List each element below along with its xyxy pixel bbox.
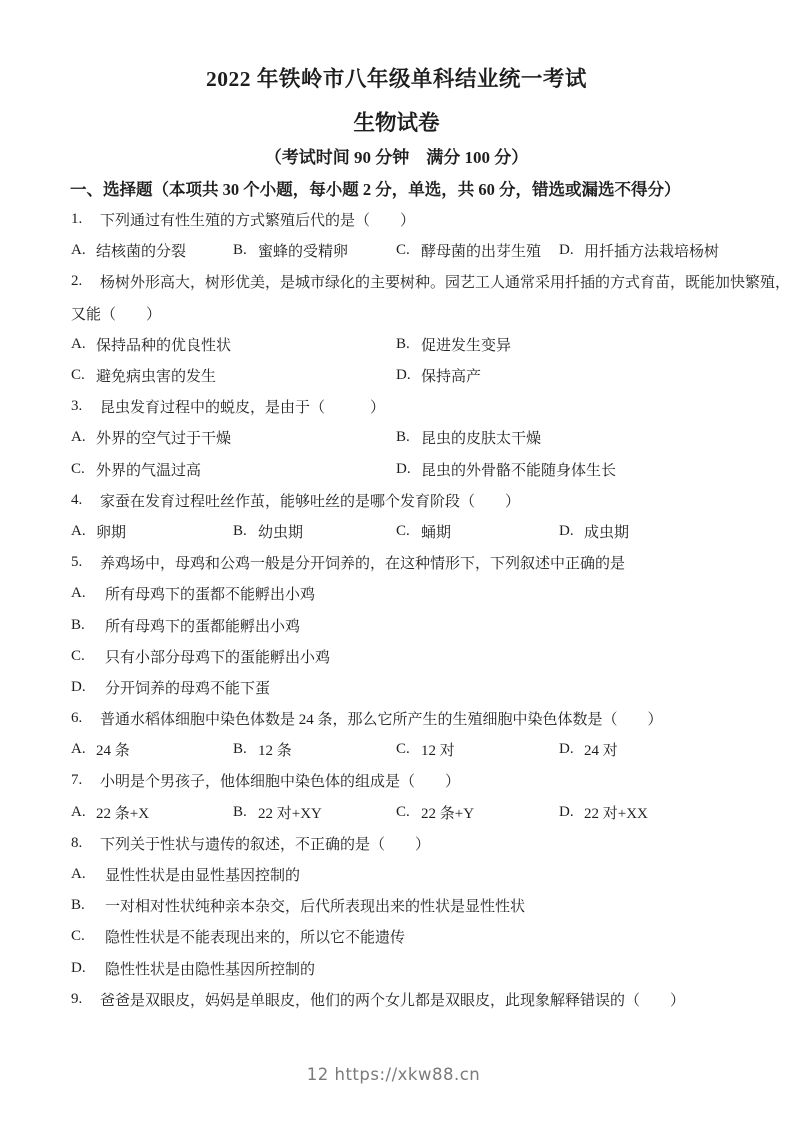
- question-line: [71, 266, 791, 297]
- question-text: 普通水稻体细胞中染色体数是 24 条，那么它所产生的生殖细胞中染色体数是（ ）: [100, 712, 663, 729]
- option-text: 所有母鸡下的蛋都能孵出小鸡: [105, 618, 301, 635]
- option-text: 结核菌的分裂: [96, 244, 187, 261]
- option-row: [71, 672, 733, 703]
- option-label: C.: [71, 928, 85, 945]
- option-row: [71, 422, 733, 453]
- question-line: [71, 703, 733, 734]
- option-label: D.: [396, 367, 411, 384]
- question-text: 下列通过有性生殖的方式繁殖后代的是（ ）: [100, 213, 416, 230]
- option: [559, 521, 733, 542]
- option: [396, 240, 559, 261]
- question-number: 4.: [71, 491, 83, 508]
- option-text: 昆虫的皮肤太干燥: [421, 431, 542, 448]
- option-label: A.: [71, 242, 86, 259]
- option-row: [71, 890, 733, 921]
- question-text: 家蚕在发育过程吐丝作茧，能够吐丝的是哪个发育阶段（ ）: [100, 493, 521, 510]
- question-number: 2.: [71, 273, 83, 290]
- option-text: 外界的气温过高: [96, 462, 202, 479]
- option-text: 隐性性状是不能表现出来的，所以它不能遗传: [105, 930, 406, 947]
- option-label: D.: [559, 242, 574, 259]
- option-text: 保持高产: [421, 369, 482, 386]
- question-6: [71, 703, 733, 765]
- question-number: 6.: [71, 710, 83, 727]
- option-label: A.: [71, 335, 86, 352]
- question-number: 1.: [71, 211, 83, 228]
- option-row: [71, 797, 733, 828]
- option: [396, 365, 733, 386]
- page-footer-text: 12 https://xkw88.cn: [306, 1065, 481, 1084]
- option-label: A.: [71, 741, 86, 758]
- option-label: B.: [71, 897, 85, 914]
- option-label: D.: [559, 741, 574, 758]
- option: [396, 334, 733, 355]
- option-label: A.: [71, 803, 86, 820]
- option-text: 24 条: [96, 743, 130, 760]
- question-7: [71, 765, 733, 827]
- option-label: C.: [71, 367, 85, 384]
- option-text: 酵母菌的出芽生殖: [421, 244, 542, 261]
- option-row: [71, 516, 733, 547]
- option: [396, 427, 733, 448]
- option-label: D.: [559, 522, 574, 539]
- option-row: [71, 734, 733, 765]
- option-label: C.: [396, 522, 410, 539]
- option-row: [71, 641, 733, 672]
- option-text: 保持品种的优良性状: [96, 337, 232, 354]
- option: [71, 895, 525, 916]
- option-text: 昆虫的外骨骼不能随身体生长: [421, 462, 617, 479]
- question-9: [71, 984, 733, 1015]
- option: [71, 615, 300, 636]
- questions-area: [71, 204, 791, 1015]
- option-label: A.: [71, 866, 86, 883]
- option: [396, 802, 559, 823]
- question-text: 下列关于性状与遗传的叙述，不正确的是（ ）: [100, 836, 431, 853]
- option: [71, 677, 270, 698]
- option-text: 所有母鸡下的蛋都不能孵出小鸡: [105, 587, 316, 604]
- option-label: A.: [71, 429, 86, 446]
- option-text: 用扦插方法栽培杨树: [584, 244, 720, 261]
- option-text: 12 对: [421, 743, 455, 760]
- exam-subject-title: 生物试卷: [353, 111, 440, 135]
- option-label: C.: [396, 741, 410, 758]
- option-text: 显性性状是由显性基因控制的: [105, 868, 301, 885]
- question-number: 8.: [71, 834, 83, 851]
- option: [71, 459, 396, 480]
- question-1: [71, 204, 733, 266]
- option-text: 22 对+XY: [258, 805, 322, 822]
- option-text: 12 条: [258, 743, 292, 760]
- question-5: [71, 547, 733, 703]
- question-line: [71, 485, 733, 516]
- option-label: D.: [71, 678, 86, 695]
- question-line: [71, 204, 733, 235]
- option-text: 避免病虫害的发生: [96, 369, 217, 386]
- option-row: [71, 921, 733, 952]
- option-text: 蜜蜂的受精卵: [258, 244, 349, 261]
- question-line: [71, 765, 733, 796]
- option-label: C.: [396, 803, 410, 820]
- option-text: 分开饲养的母鸡不能下蛋: [105, 680, 271, 697]
- option-text: 外界的空气过于干燥: [96, 431, 232, 448]
- option-row: [71, 454, 733, 485]
- question-line: [71, 547, 733, 578]
- exam-meta-info: （考试时间 90 分钟 满分 100 分）: [264, 148, 529, 167]
- option-label: B.: [71, 616, 85, 633]
- question-text: 养鸡场中，母鸡和公鸡一般是分开饲养的，在这种情形下，下列叙述中正确的是: [100, 556, 626, 573]
- option: [396, 739, 559, 760]
- option: [71, 521, 233, 542]
- question-number: 3.: [71, 398, 83, 415]
- option: [233, 521, 396, 542]
- option-label: D.: [396, 460, 411, 477]
- option: [71, 802, 233, 823]
- section-heading: 一、选择题（本项共 30 个小题，每小题 2 分，单选，共 60 分，错选或漏选不得分）: [70, 180, 681, 199]
- question-line: [71, 298, 733, 329]
- question-text: 昆虫发育过程中的蜕皮，是由于（ ）: [100, 400, 386, 417]
- option-label: B.: [233, 522, 247, 539]
- option: [71, 646, 330, 667]
- option-text: 促进发生变异: [421, 337, 512, 354]
- exam-title: 2022 年铁岭市八年级单科结业统一考试: [206, 67, 587, 91]
- option: [233, 240, 396, 261]
- option: [71, 739, 233, 760]
- option-row: [71, 578, 733, 609]
- question-text: 又能（ ）: [71, 306, 162, 323]
- option-label: A.: [71, 522, 86, 539]
- option: [71, 583, 315, 604]
- question-number: 9.: [71, 990, 83, 1007]
- option: [71, 958, 315, 979]
- option-row: [71, 360, 733, 391]
- question-3: [71, 391, 733, 485]
- question-text: 杨树外形高大，树形优美，是城市绿化的主要树种。园艺工人通常采用扦插的方式育苗，既能加快繁殖，: [100, 275, 791, 292]
- option-label: B.: [396, 429, 410, 446]
- question-text: 爸爸是双眼皮，妈妈是单眼皮，他们的两个女儿都是双眼皮，此现象解释错误的（ ）: [100, 992, 686, 1009]
- option-row: [71, 329, 733, 360]
- question-line: [71, 391, 733, 422]
- option-label: C.: [71, 460, 85, 477]
- option-text: 幼虫期: [258, 524, 304, 541]
- option-label: C.: [71, 647, 85, 664]
- option-label: C.: [396, 242, 410, 259]
- option-label: B.: [396, 335, 410, 352]
- option: [233, 739, 396, 760]
- option: [71, 864, 300, 885]
- option-text: 22 条+Y: [421, 805, 475, 822]
- option: [559, 802, 733, 823]
- option-text: 隐性性状是由隐性基因所控制的: [105, 961, 316, 978]
- question-line: [71, 828, 733, 859]
- option-text: 一对相对性状纯种亲本杂交，后代所表现出来的性状是显性性状: [105, 899, 526, 916]
- option-text: 22 条+X: [96, 805, 150, 822]
- option-text: 蛹期: [421, 524, 452, 541]
- option-text: 只有小部分母鸡下的蛋能孵出小鸡: [105, 649, 331, 666]
- option: [71, 240, 233, 261]
- option-text: 成虫期: [584, 524, 630, 541]
- question-text: 小明是个男孩子，他体细胞中染色体的组成是（ ）: [100, 774, 461, 791]
- option-label: D.: [559, 803, 574, 820]
- option: [71, 334, 396, 355]
- option-label: B.: [233, 242, 247, 259]
- question-number: 7.: [71, 772, 83, 789]
- option: [559, 240, 733, 261]
- option-label: B.: [233, 803, 247, 820]
- option-row: [71, 609, 733, 640]
- option-text: 卵期: [96, 524, 127, 541]
- question-number: 5.: [71, 554, 83, 571]
- option-row: [71, 235, 733, 266]
- option: [396, 521, 559, 542]
- option: [71, 365, 396, 386]
- option-row: [71, 953, 733, 984]
- option: [559, 739, 733, 760]
- option-text: 24 对: [584, 743, 618, 760]
- option-text: 22 对+XX: [584, 805, 648, 822]
- question-8: [71, 828, 733, 984]
- option-label: A.: [71, 585, 86, 602]
- option-label: D.: [71, 959, 86, 976]
- question-2: [71, 266, 791, 391]
- question-line: [71, 984, 733, 1015]
- option: [71, 926, 405, 947]
- option: [233, 802, 396, 823]
- option: [71, 427, 396, 448]
- option: [396, 459, 733, 480]
- question-4: [71, 485, 733, 547]
- option-label: B.: [233, 741, 247, 758]
- option-row: [71, 859, 733, 890]
- page-footer: [0, 1064, 787, 1086]
